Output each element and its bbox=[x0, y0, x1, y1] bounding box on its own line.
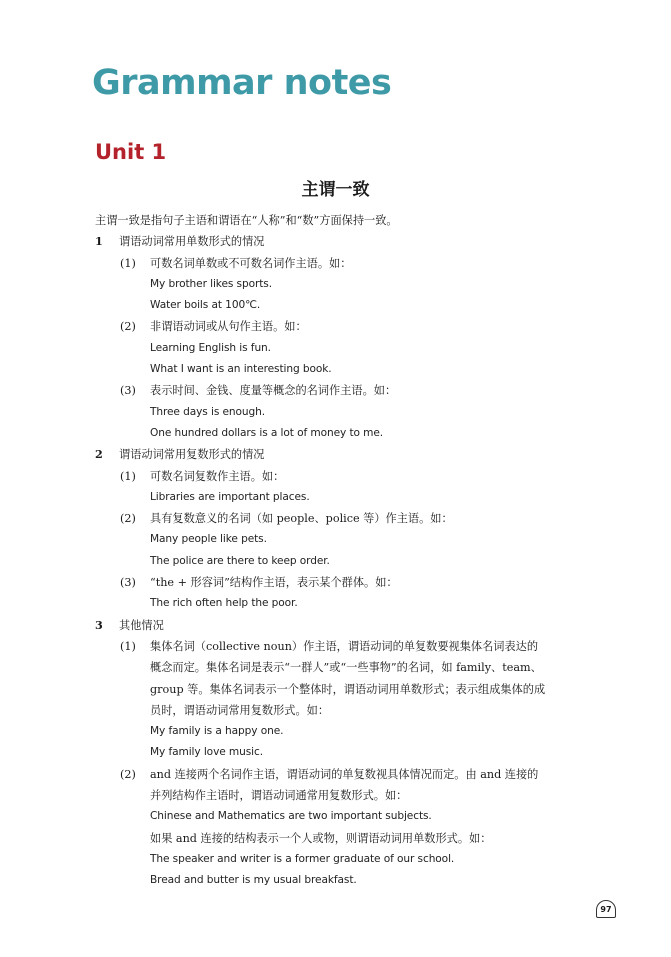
rule-text: 集体名词（collective noun）作主语，谓语动词的单复数要视集体名词表达的 bbox=[150, 639, 539, 653]
example-sentence: The police are there to keep order. bbox=[150, 554, 330, 567]
rule-number: (2) bbox=[120, 512, 136, 526]
section-number: 3 bbox=[95, 617, 103, 632]
example-sentence: Bread and butter is my usual breakfast. bbox=[150, 874, 357, 887]
example-sentence: One hundred dollars is a lot of money to me. bbox=[150, 426, 384, 439]
rule-item bbox=[95, 572, 585, 593]
rule-item bbox=[95, 380, 585, 401]
section-number: 2 bbox=[95, 447, 103, 462]
section-2-heading bbox=[95, 444, 585, 465]
section-1-heading bbox=[95, 231, 585, 252]
rule-number: (3) bbox=[120, 576, 136, 590]
rule-text-continuation: 并列结构作主语时，谓语动词通常用复数形式。如： bbox=[150, 789, 408, 803]
rule-number: (2) bbox=[120, 320, 136, 334]
rule-number: (1) bbox=[120, 639, 136, 653]
rule-text: 表示时间、金钱、度量等概念的名词作主语。如： bbox=[150, 384, 397, 398]
example-sentence: The speaker and writer is a former graduate of our school. bbox=[150, 852, 455, 865]
example-sentence: What I want is an interesting book. bbox=[150, 363, 332, 376]
example-sentence: Learning English is fun. bbox=[150, 341, 271, 354]
section-3-heading bbox=[95, 615, 585, 636]
rule-item bbox=[95, 508, 585, 529]
example-sentence: Three days is enough. bbox=[150, 405, 266, 418]
rule-text: 非谓语动词或从句作主语。如： bbox=[150, 320, 307, 334]
rule-number: (2) bbox=[120, 767, 136, 781]
rule-text: 具有复数意义的名词（如 people、police 等）作主语。如： bbox=[150, 512, 453, 526]
rule-item bbox=[95, 316, 585, 337]
section-heading: 谓语动词常用单数形式的情况 bbox=[119, 235, 265, 249]
rule-text-continuation: group 等。集体名词表示一个整体时，谓语动词用单数形式；表示组成集体的成 bbox=[150, 682, 546, 696]
example-sentence: My brother likes sports. bbox=[150, 277, 272, 290]
example-sentence: My family love music. bbox=[150, 746, 264, 759]
rule-text-continuation: 概念而定。集体名词是表示“一群人”或“一些事物”的名词，如 family、team、 bbox=[150, 661, 542, 675]
example-sentence: Many people like pets. bbox=[150, 533, 267, 546]
section-heading: 其他情况 bbox=[119, 618, 164, 632]
rule-item bbox=[95, 253, 585, 274]
rule-number: (3) bbox=[120, 384, 136, 398]
rule-text: 可数名词复数作主语。如： bbox=[150, 469, 285, 483]
page-title: Grammar notes bbox=[92, 63, 392, 103]
example-sentence: My family is a happy one. bbox=[150, 725, 284, 738]
rule-text-continuation: 员时，谓语动词常用复数形式。如： bbox=[150, 703, 330, 717]
example-sentence: Libraries are important places. bbox=[150, 490, 310, 503]
rule-item bbox=[95, 764, 585, 785]
section-title: 主谓一致 bbox=[301, 180, 370, 200]
intro-text: 主谓一致是指句子主语和谓语在“人称”和“数”方面保持一致。 bbox=[95, 214, 398, 227]
rule-text-extra: 如果 and 连接的结构表示一个人或物，则谓语动词用单数形式。如： bbox=[150, 831, 492, 845]
rule-item bbox=[95, 636, 585, 657]
grammar-content bbox=[95, 210, 585, 892]
section-number: 1 bbox=[95, 234, 103, 249]
rule-text: 可数名词单数或不可数名词作主语。如： bbox=[150, 256, 352, 270]
example-sentence: Chinese and Mathematics are two important subjects. bbox=[150, 810, 432, 823]
example-sentence: Water boils at 100℃. bbox=[150, 299, 261, 312]
example-sentence: The rich often help the poor. bbox=[150, 597, 298, 610]
rule-number: (1) bbox=[120, 469, 136, 483]
page-number: 97 bbox=[596, 900, 616, 918]
rule-item bbox=[95, 466, 585, 487]
rule-text: and 连接两个名词作主语，谓语动词的单复数视具体情况而定。由 and 连接的 bbox=[150, 767, 539, 781]
rule-number: (1) bbox=[120, 256, 136, 270]
unit-title: Unit 1 bbox=[95, 140, 167, 164]
rule-text: “the + 形容词”结构作主语，表示某个群体。如： bbox=[150, 576, 398, 590]
section-heading: 谓语动词常用复数形式的情况 bbox=[119, 448, 265, 462]
